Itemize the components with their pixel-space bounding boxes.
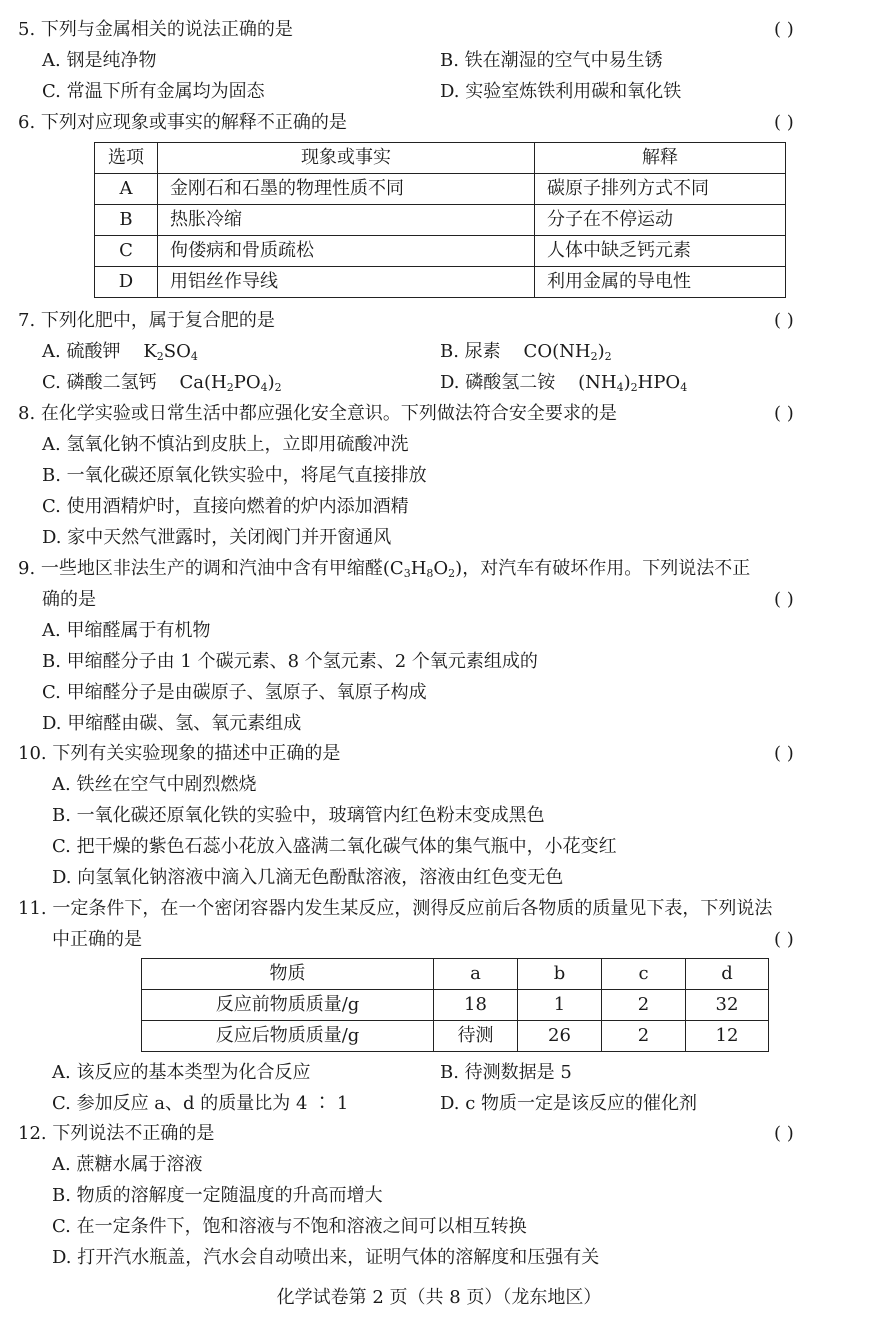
q6-cell: 碳原子排列方式不同: [535, 174, 786, 205]
q11-cell: 反应后物质质量/g: [142, 1021, 434, 1052]
q6-header-cell: 解释: [535, 143, 786, 174]
q12-answer-bracket: ( ): [774, 1123, 794, 1144]
q12-option-a: A. 蔗糖水属于溶液: [52, 1154, 203, 1175]
q6-cell: B: [95, 205, 158, 236]
q7-option-b-label: B. 尿素: [440, 341, 501, 362]
q11-stem: 11. 一定条件下，在一个密闭容器内发生某反应，测得反应前后各物质的质量见下表，下列说法: [18, 898, 773, 919]
q6-cell: 人体中缺乏钙元素: [535, 236, 786, 267]
q7-option-d: D. 磷酸氢二铵 $(NH_4)_2HPO_4$: [440, 372, 688, 394]
q5-option-c: C. 常温下所有金属均为固态: [42, 81, 265, 102]
q8-option-c: C. 使用酒精炉时，直接向燃着的炉内添加酒精: [42, 496, 409, 517]
q11-cell: 反应前物质质量/g: [142, 990, 434, 1021]
q8-option-a: A. 氢氧化钠不慎沾到皮肤上，立即用硫酸冲洗: [42, 434, 409, 455]
q11-option-c: C. 参加反应 a、d 的质量比为 4 ∶ 1: [52, 1093, 349, 1114]
q6-cell: C: [95, 236, 158, 267]
q6-cell: 热胀冷缩: [158, 205, 535, 236]
q6-cell: A: [95, 174, 158, 205]
q6-table: [94, 142, 786, 298]
q11-answer-bracket: ( ): [774, 929, 794, 950]
q8-answer-bracket: ( ): [774, 403, 794, 424]
q11-cell: 18: [434, 990, 518, 1021]
q11-header-cell: c: [602, 959, 686, 990]
q6-cell: 佝偻病和骨质疏松: [158, 236, 535, 267]
q7-option-c-label: C. 磷酸二氢钙: [42, 372, 157, 393]
q9-stem-part1: 9. 一些地区非法生产的调和汽油中含有甲缩醛: [18, 558, 383, 579]
q7-stem: 7. 下列化肥中，属于复合肥的是: [18, 310, 275, 331]
q7-answer-bracket: ( ): [774, 310, 794, 331]
q10-stem: 10. 下列有关实验现象的描述中正确的是: [18, 743, 341, 764]
q11-stem-continued: 中正确的是: [52, 929, 142, 950]
q6-cell: 金刚石和石墨的物理性质不同: [158, 174, 535, 205]
q11-option-d: D. c 物质一定是该反应的催化剂: [440, 1093, 698, 1114]
q10-option-c: C. 把干燥的紫色石蕊小花放入盛满二氧化碳气体的集气瓶中，小花变红: [52, 836, 617, 857]
q6-cell: 用铝丝作导线: [158, 267, 535, 298]
q7-option-c: C. 磷酸二氢钙 $Ca(H_2PO_4)_2$: [42, 372, 282, 394]
q7-option-a: A. 硫酸钾 $K_2SO_4$: [42, 341, 198, 363]
q10-option-b: B. 一氧化碳还原氧化铁的实验中，玻璃管内红色粉末变成黑色: [52, 805, 545, 826]
q5-option-d: D. 实验室炼铁利用碳和氧化铁: [440, 81, 682, 102]
q11-cell: 1: [518, 990, 602, 1021]
q5-answer-bracket: ( ): [774, 19, 794, 40]
q6-cell: D: [95, 267, 158, 298]
q9-stem-part2: ，对汽车有破坏作用。下列说法不正: [462, 558, 751, 579]
q11-option-a: A. 该反应的基本类型为化合反应: [52, 1062, 311, 1083]
q11-header-cell: b: [518, 959, 602, 990]
q12-option-c: C. 在一定条件下，饱和溶液与不饱和溶液之间可以相互转换: [52, 1216, 527, 1237]
q6-cell: 分子在不停运动: [535, 205, 786, 236]
q11-header-cell: 物质: [142, 959, 434, 990]
q11-header-cell: d: [686, 959, 769, 990]
q9-stem-continued: 确的是: [42, 589, 96, 610]
q9-option-b: B. 甲缩醛分子由 1 个碳元素、8 个氢元素、2 个氧元素组成的: [42, 651, 538, 672]
q11-cell: 2: [602, 1021, 686, 1052]
q11-cell: 待测: [434, 1021, 518, 1052]
q9-stem: 9. 一些地区非法生产的调和汽油中含有甲缩醛$(C_3H_8O_2)$，对汽车有破坏作用。下列说法不正: [18, 558, 751, 580]
q6-answer-bracket: ( ): [774, 112, 794, 133]
q5-option-a: A. 钢是纯净物: [42, 50, 157, 71]
q6-header-cell: 选项: [95, 143, 158, 174]
q6-stem: 6. 下列对应现象或事实的解释不正确的是: [18, 112, 347, 133]
q10-option-a: A. 铁丝在空气中剧烈燃烧: [52, 774, 257, 795]
q6-header-cell: 现象或事实: [158, 143, 535, 174]
q7-option-b: B. 尿素 $CO(NH_2)_2$: [440, 341, 612, 363]
q6-cell: 利用金属的导电性: [535, 267, 786, 298]
q5-stem: 5. 下列与金属相关的说法正确的是: [18, 19, 293, 40]
q5-option-b: B. 铁在潮湿的空气中易生锈: [440, 50, 663, 71]
page-footer: 化学试卷第 2 页（共 8 页）（龙东地区）: [276, 1287, 602, 1308]
q9-option-a: A. 甲缩醛属于有机物: [42, 620, 211, 641]
q8-option-b: B. 一氧化碳还原氧化铁实验中，将尾气直接排放: [42, 465, 427, 486]
q11-cell: 2: [602, 990, 686, 1021]
q7-option-a-label: A. 硫酸钾: [42, 341, 121, 362]
q9-option-d: D. 甲缩醛由碳、氢、氧元素组成: [42, 713, 302, 734]
q7-option-d-label: D. 磷酸氢二铵: [440, 372, 556, 393]
q11-option-b: B. 待测数据是 5: [440, 1062, 572, 1083]
q12-stem: 12. 下列说法不正确的是: [18, 1123, 215, 1144]
q11-cell: 32: [686, 990, 769, 1021]
q11-table: [141, 958, 769, 1052]
q9-answer-bracket: ( ): [774, 589, 794, 610]
q11-cell: 12: [686, 1021, 769, 1052]
q10-option-d: D. 向氢氧化钠溶液中滴入几滴无色酚酞溶液，溶液由红色变无色: [52, 867, 564, 888]
q11-cell: 26: [518, 1021, 602, 1052]
q8-stem: 8. 在化学实验或日常生活中都应强化安全意识。下列做法符合安全要求的是: [18, 403, 617, 424]
q10-answer-bracket: ( ): [774, 743, 794, 764]
q9-option-c: C. 甲缩醛分子是由碳原子、氢原子、氧原子构成: [42, 682, 427, 703]
q11-header-cell: a: [434, 959, 518, 990]
q12-option-b: B. 物质的溶解度一定随温度的升高而增大: [52, 1185, 383, 1206]
q12-option-d: D. 打开汽水瓶盖，汽水会自动喷出来，证明气体的溶解度和压强有关: [52, 1247, 600, 1268]
q8-option-d: D. 家中天然气泄露时，关闭阀门并开窗通风: [42, 527, 392, 548]
